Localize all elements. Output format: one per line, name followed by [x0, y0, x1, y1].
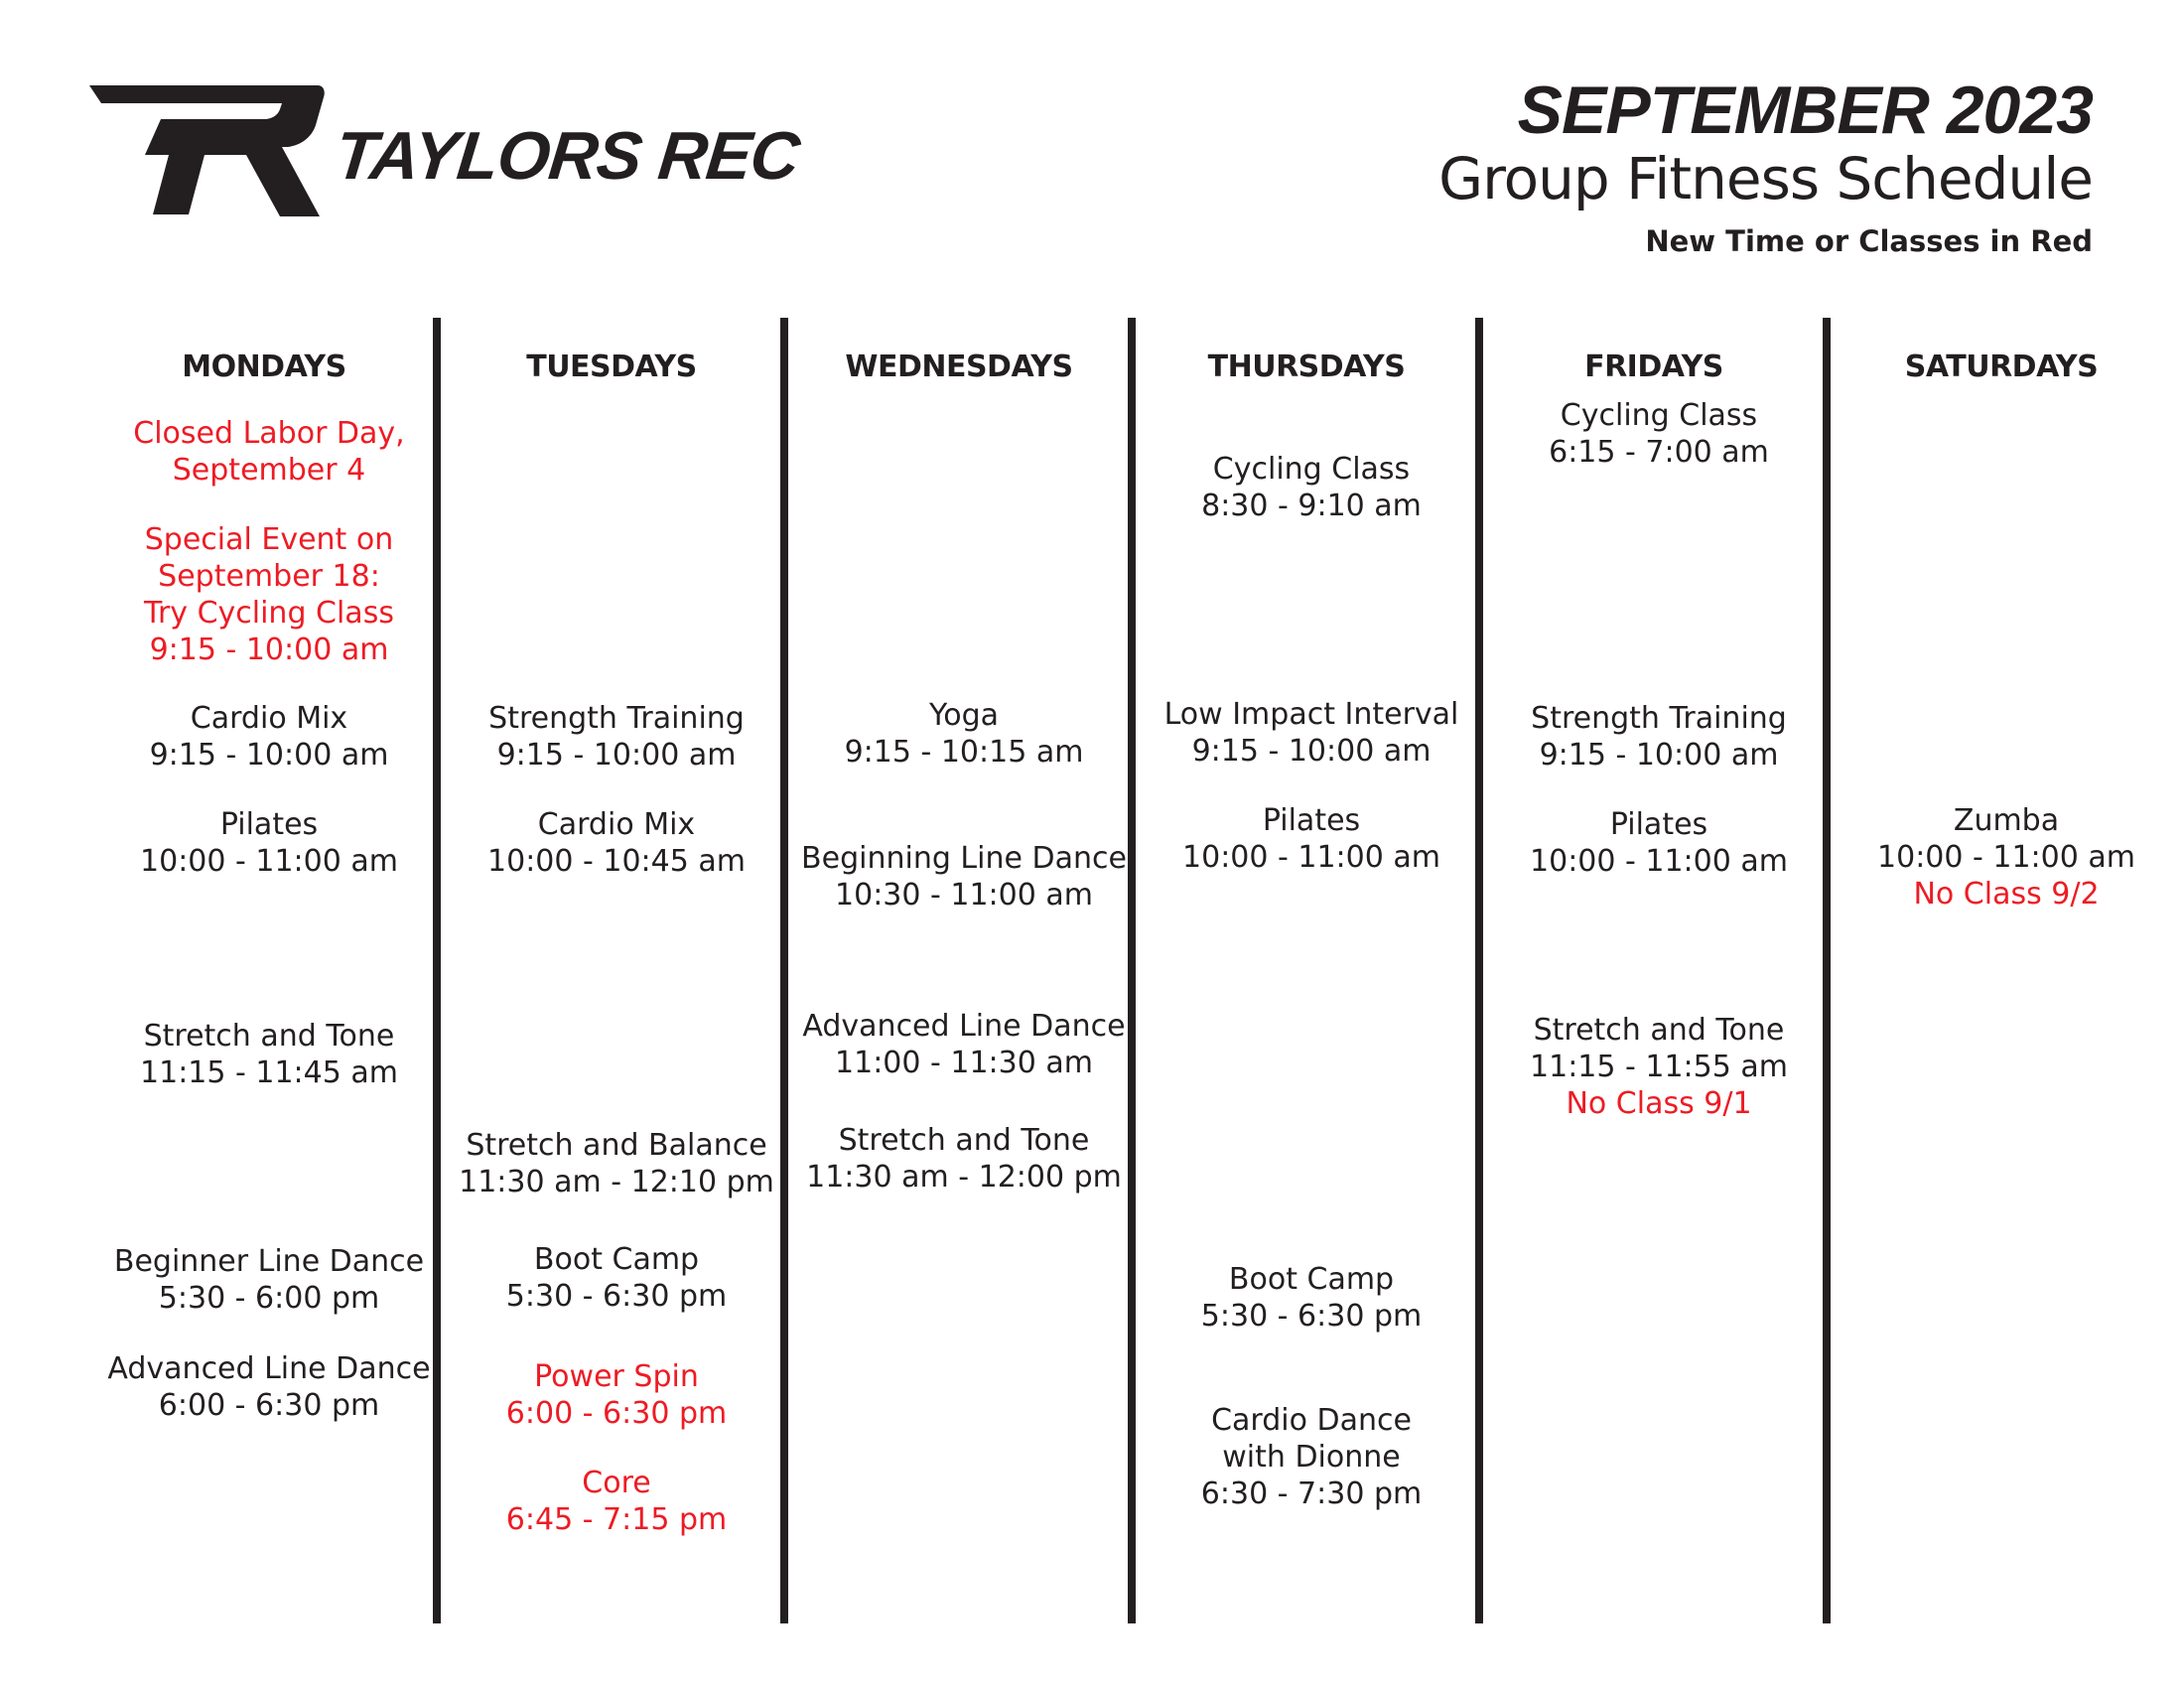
- tr-monogram-icon: [87, 79, 326, 228]
- class-entry: Core 6:45 - 7:15 pm: [505, 1466, 728, 1537]
- class-entry: Cycling Class 6:15 - 7:00 am: [1549, 398, 1769, 470]
- class-entry: Zumba 10:00 - 11:00 am No Class 9/2: [1838, 802, 2175, 913]
- day-header: MONDAYS: [182, 350, 346, 384]
- class-entry: Beginning Line Dance 10:30 - 11:00 am: [801, 841, 1127, 913]
- cancellation-note: No Class 9/2: [1913, 877, 2100, 912]
- class-entry: Yoga 9:15 - 10:15 am: [844, 698, 1084, 770]
- class-entry: Advanced Line Dance 6:00 - 6:30 pm: [107, 1351, 431, 1423]
- column-divider: [1823, 318, 1831, 1623]
- column-divider: [433, 318, 441, 1623]
- day-header: THURSDAYS: [1207, 350, 1406, 384]
- class-entry: Stretch and Tone 11:30 am - 12:00 pm: [806, 1123, 1122, 1195]
- day-header: SATURDAYS: [1904, 350, 2099, 384]
- class-entry: Stretch and Tone 11:15 - 11:55 am No Class 9/1: [1490, 1012, 1828, 1122]
- column-divider: [1128, 318, 1136, 1623]
- schedule-note: Special Event on September 18: Try Cycling Class 9:15 - 10:00 am: [144, 522, 394, 667]
- class-entry: Cardio Mix 10:00 - 10:45 am: [487, 807, 746, 879]
- class-entry: Strength Training 9:15 - 10:00 am: [488, 701, 745, 773]
- class-entry: Cycling Class 8:30 - 9:10 am: [1201, 452, 1422, 523]
- class-entry: Cardio Mix 9:15 - 10:00 am: [149, 701, 389, 773]
- brand-name: TAYLORS REC: [332, 118, 803, 194]
- class-entry: Pilates 10:00 - 11:00 am: [1530, 807, 1788, 879]
- schedule-note: Closed Labor Day, September 4: [133, 416, 405, 488]
- class-entry: Stretch and Tone 11:15 - 11:45 am: [140, 1019, 398, 1090]
- schedule-title: Group Fitness Schedule: [1438, 145, 2093, 212]
- class-entry: Cardio Dance with Dionne 6:30 - 7:30 pm: [1200, 1403, 1423, 1511]
- class-entry: Pilates 10:00 - 11:00 am: [1182, 803, 1440, 875]
- schedule-month: SEPTEMBER 2023: [1517, 72, 2093, 148]
- class-entry: Power Spin 6:00 - 6:30 pm: [505, 1359, 728, 1431]
- legend-note: New Time or Classes in Red: [1645, 224, 2093, 258]
- class-entry: Stretch and Balance 11:30 am - 12:10 pm: [459, 1128, 774, 1199]
- class-entry: Advanced Line Dance 11:00 - 11:30 am: [802, 1009, 1126, 1080]
- class-entry: Boot Camp 5:30 - 6:30 pm: [505, 1242, 728, 1314]
- class-entry: Low Impact Interval 9:15 - 10:00 am: [1163, 697, 1459, 769]
- cancellation-note: No Class 9/1: [1566, 1086, 1752, 1121]
- class-entry: Boot Camp 5:30 - 6:30 pm: [1200, 1262, 1423, 1334]
- class-entry: Strength Training 9:15 - 10:00 am: [1531, 701, 1787, 773]
- day-header: TUESDAYS: [526, 350, 697, 384]
- class-entry: Pilates 10:00 - 11:00 am: [140, 807, 398, 879]
- day-header: WEDNESDAYS: [845, 350, 1073, 384]
- day-header: FRIDAYS: [1584, 350, 1723, 384]
- class-entry: Beginner Line Dance 5:30 - 6:00 pm: [113, 1244, 425, 1316]
